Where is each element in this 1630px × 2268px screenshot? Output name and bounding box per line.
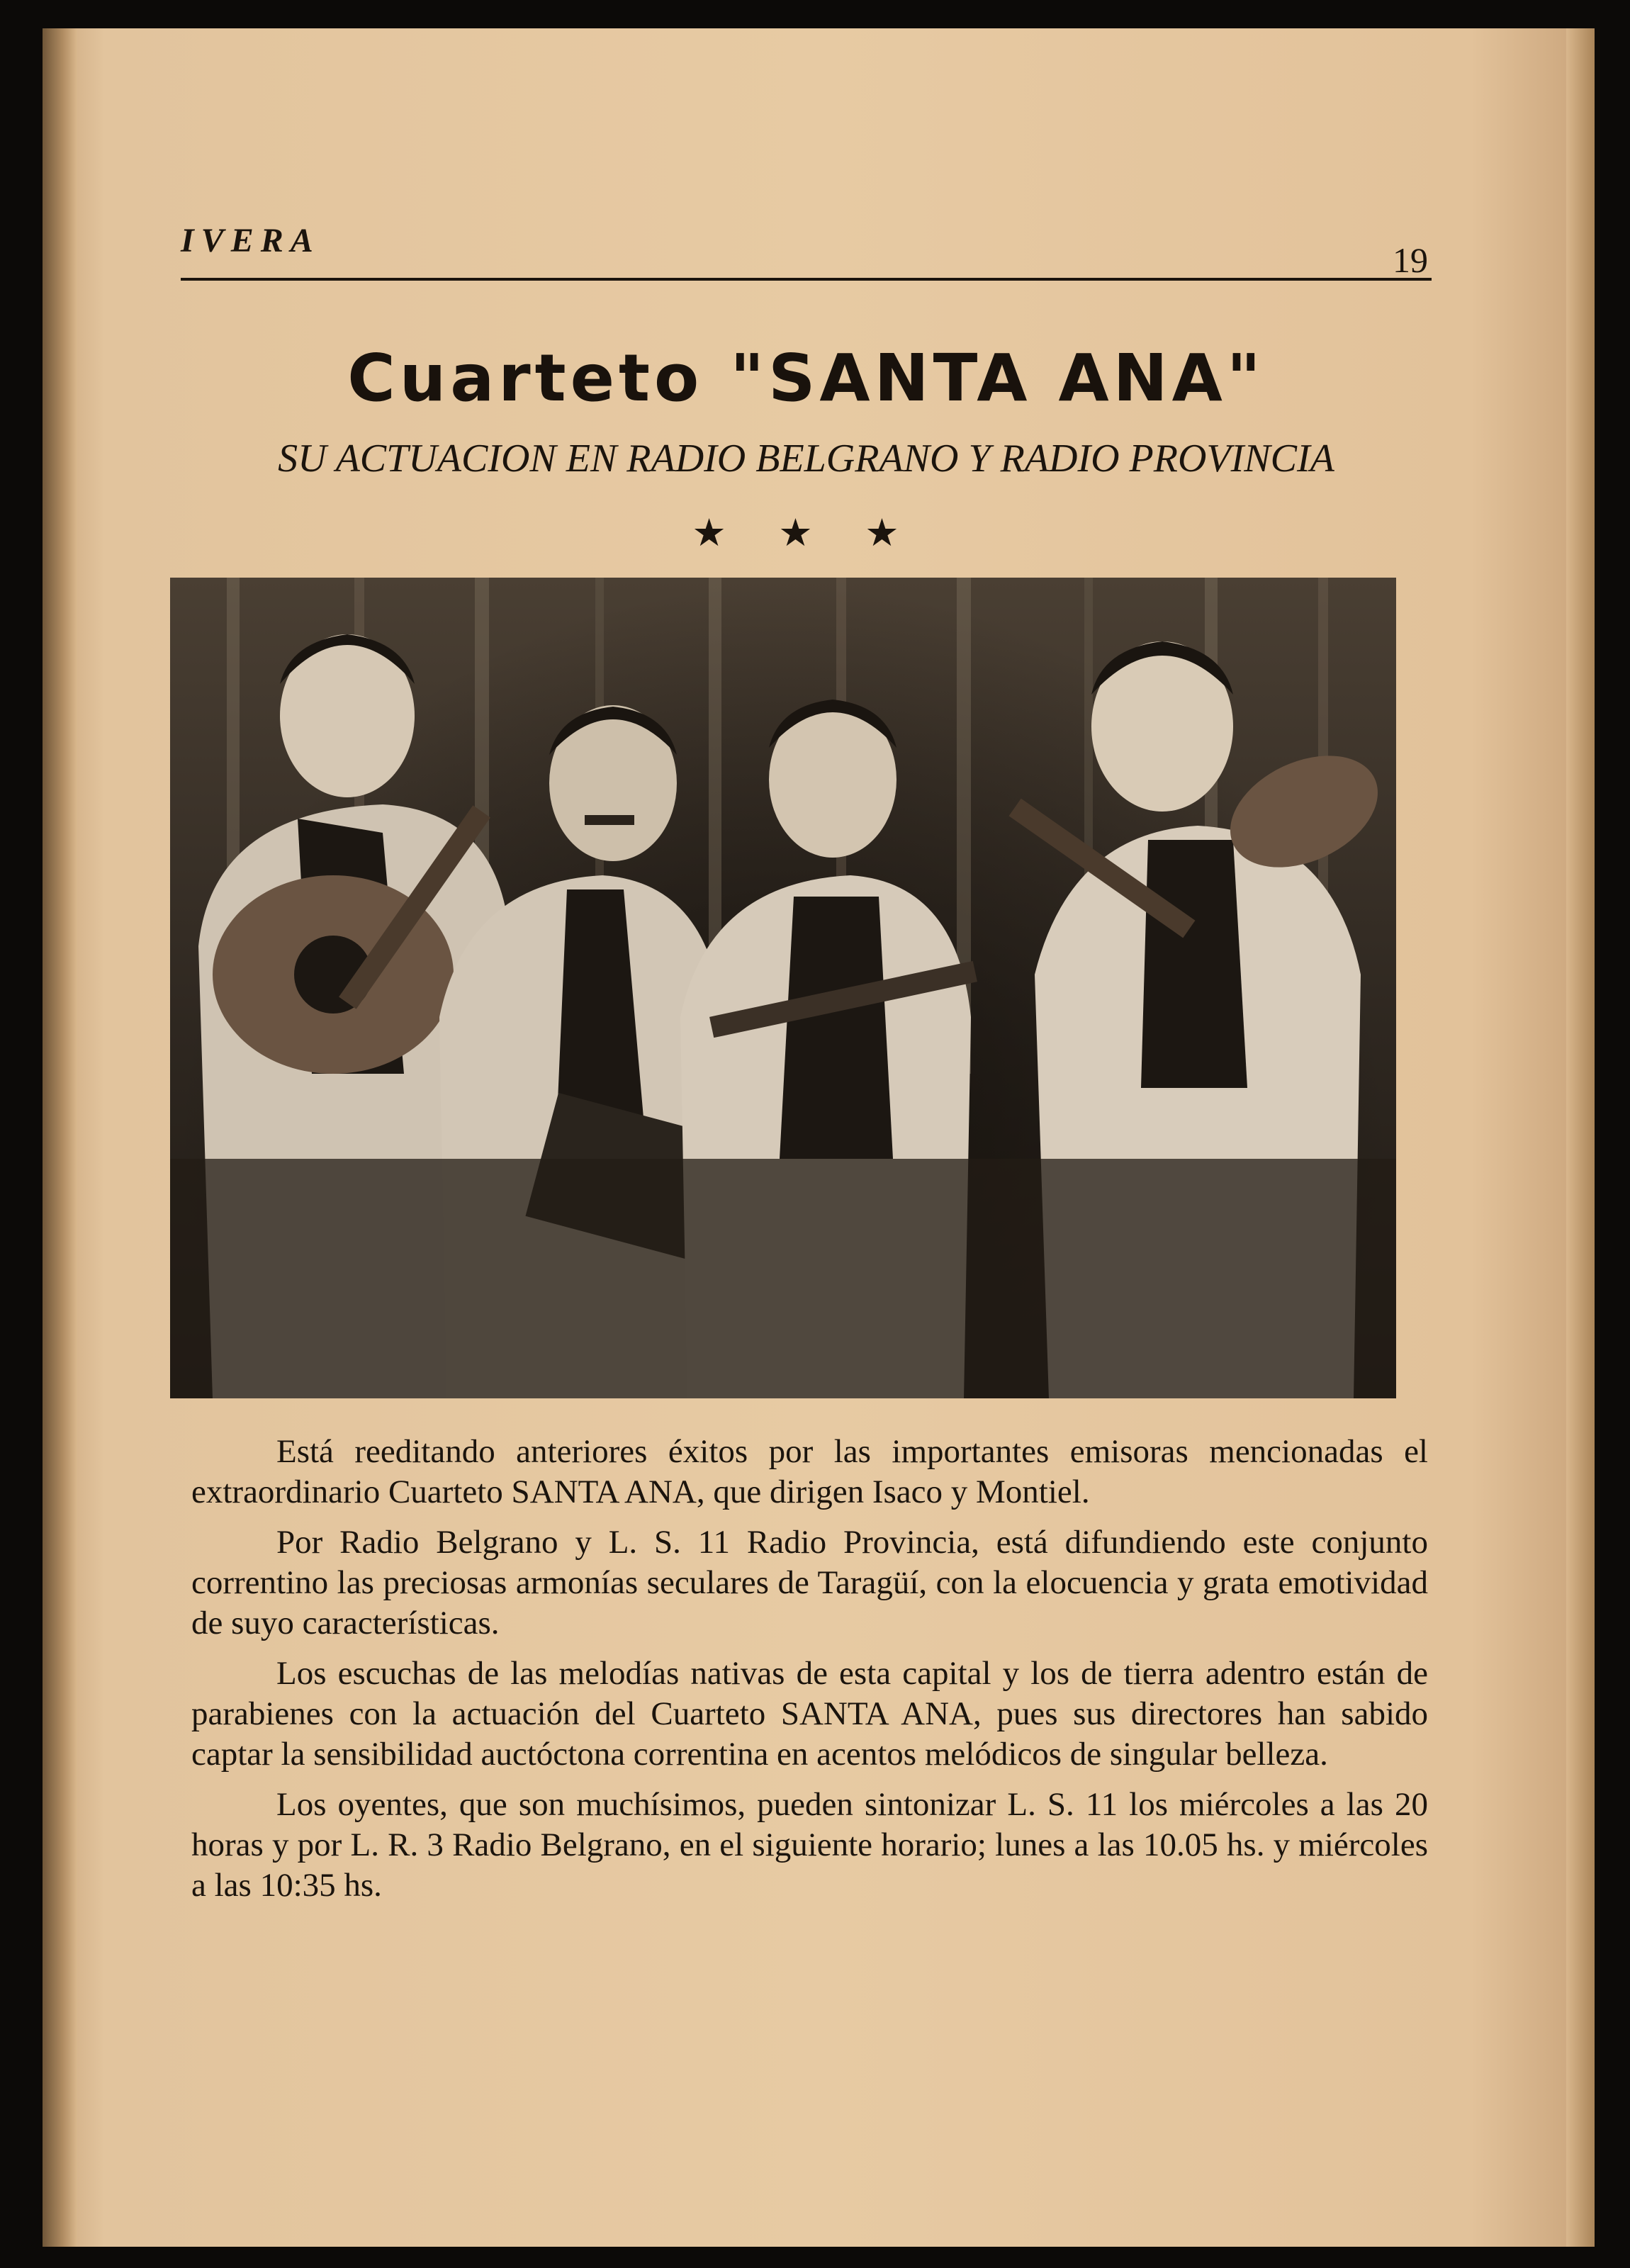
- paragraph-1: Está reeditando anteriores éxitos por las importantes emisoras mencionadas el extraordinario Cuarteto SANTA ANA, que dirigen Isaco y Montiel.: [191, 1433, 1428, 1510]
- article-body: [191, 1432, 1428, 1916]
- magazine-page: [43, 28, 1595, 2247]
- paragraph-2: Por Radio Belgrano y L. S. 11 Radio Provincia, está difundiendo este conjunto correntino las preciosas armonías seculares de Taragüí, con la elocuencia y grata emotividad de suyo características.: [191, 1524, 1428, 1641]
- article-title: Cuarteto "SANTA ANA": [347, 340, 1265, 416]
- page-number: 19: [1393, 240, 1428, 280]
- paragraph-4: Los oyentes, que son muchísimos, pueden sintonizar L. S. 11 los miércoles a las 20 horas y por L. R. 3 Radio Belgrano, en el siguiente horario; lunes a las 10.05 hs. y miércoles a las 10:35 hs.: [191, 1786, 1428, 1904]
- article-subtitle: SU ACTUACION EN RADIO BELGRANO Y RADIO PROVINCIA: [278, 437, 1334, 481]
- star-separator: ★ ★ ★: [692, 512, 921, 554]
- header-rule: [181, 278, 1432, 281]
- running-head: IVERA: [181, 222, 320, 259]
- page-spine-shadow: [43, 28, 77, 2247]
- paragraph-3: Los escuchas de las melodías nativas de esta capital y los de tierra adentro están de parabienes con la actuación del Cuarteto SANTA ANA, pues sus directores han sabido captar la sensibilidad auctóctona correntina en acentos melódicos de singular belleza.: [191, 1655, 1428, 1773]
- photo-illustration: [170, 578, 1396, 1398]
- four-guitarists-photo: [170, 578, 1396, 1398]
- page-edge-shadow: [1566, 28, 1595, 2247]
- photo-foreground-shadow: [170, 1159, 1396, 1398]
